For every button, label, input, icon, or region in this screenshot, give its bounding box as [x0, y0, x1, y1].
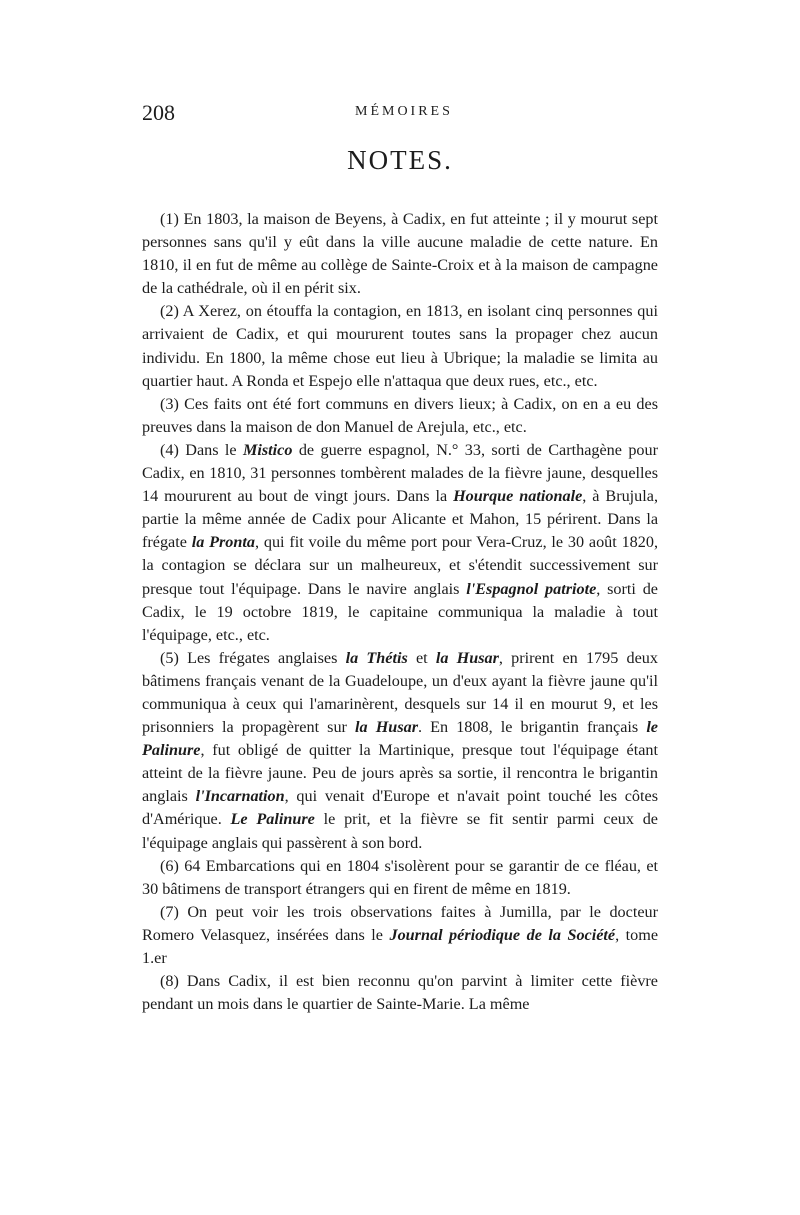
note-text: (3) Ces faits ont été fort communs en divers lieux; à Cadix, on en a eu des preuves dans la maison de don Manuel de Arejula, etc., etc.: [142, 394, 658, 436]
note-paragraph: [142, 393, 658, 439]
notes-list: [142, 208, 658, 1016]
note-paragraph: [142, 855, 658, 901]
note-italic-text: la Pronta: [191, 533, 255, 552]
note-text: et: [407, 648, 436, 667]
page-number: 208: [142, 100, 175, 125]
note-italic-text: la Thétis: [345, 648, 408, 667]
note-italic-text: l'Espagnol patriote: [466, 579, 597, 598]
note-italic-text: Mistico: [242, 440, 293, 459]
note-text: , sorti de Cadix, le 19 octobre 1819, le capitaine communiqua la maladie à tout l'équipage, etc., etc.: [142, 579, 658, 644]
note-text: (6) 64 Embarcations qui en 1804 s'isolèrent pour se garantir de ce fléau, et 30 bâtimens de transport étrangers qui en firent de même en 1819.: [142, 856, 658, 898]
note-italic-text: l'Incarnation: [195, 787, 285, 806]
note-text: de guerre espagnol, N.° 33, sorti de Carthagène pour Cadix, en 1810, 31 personnes tombèrent malades de la fièvre jaune, desquelles 14 moururent au bout de vingt jours. Dans la: [142, 440, 658, 506]
note-paragraph: [142, 300, 658, 392]
note-text: (2) A Xerez, on étouffa la contagion, en 1813, en isolant cinq personnes qui arrivaient de Cadix, et qui moururent toutes sans la propager chez aucun individu. En 1800, la même chose eut lieu à Ubrique; la maladie se limita au quartier haut. A Ronda et Espejo elle n'attaqua que deux rues, etc., etc.: [142, 302, 658, 390]
note-text: , qui fit voile du même port pour Vera-Cruz, le 30 août 1820, la contagion se déclara sur un malheureux, et s'étendit successivement sur presque tout l'équipage. Dans le navire anglais: [142, 533, 658, 598]
note-text: (8) Dans Cadix, il est bien reconnu qu'on parvint à limiter cette fièvre pendant un mois dans le quartier de Sainte-Marie. La même: [142, 972, 658, 1014]
note-text: (7) On peut voir les trois observations faites à Jumilla, par le docteur Romero Velasquez, insérées dans le: [142, 902, 658, 944]
note-text: (4) Dans le: [160, 440, 243, 459]
note-italic-text: la Husar: [435, 648, 499, 667]
note-italic-text: Hourque nationale: [453, 487, 583, 506]
note-paragraph: [142, 901, 658, 970]
note-paragraph: [142, 970, 658, 1016]
note-text: (5) Les frégates anglaises: [160, 648, 346, 667]
note-text: le prit, et la fièvre se fit sentir parmi ceux de l'équipage anglais qui passèrent à son bord.: [142, 810, 658, 852]
note-text: (1) En 1803, la maison de Beyens, à Cadix, en fut atteinte ; il y mourut sept personnes sans qu'il y eût dans la ville aucune maladie de cette nature. En 1810, il en fut de même au collège de Sainte-Croix et à la maison de campagne de la cathédrale, où il en périt six.: [142, 210, 658, 298]
note-text: , fut obligé de quitter la Martinique, presque tout l'équipage étant atteint de la fièvre jaune. Peu de jours après sa sortie, il rencontra le brigantin anglais: [142, 741, 658, 806]
note-text: , à Brujula, partie la même année de Cadix pour Alicante et Mahon, 15 périrent. Dans la frégate: [142, 487, 658, 552]
note-text: , qui venait d'Europe et n'avait point touché les côtes d'Amérique.: [142, 787, 658, 829]
note-italic-text: Le Palinure: [230, 810, 315, 829]
note-text: , tome 1.er: [142, 925, 658, 967]
note-text: . En 1808, le brigantin français: [418, 718, 647, 737]
note-italic-text: la Husar: [355, 718, 419, 737]
note-italic-text: le Palinure: [142, 718, 658, 760]
note-paragraph: [142, 439, 658, 647]
note-text: , prirent en 1795 deux bâtimens français venant de la Guadeloupe, un d'eux ayant la fièvre jaune qu'il communiqua à ceux qui l'amarinèrent, desquels sur 14 il en mourut 9, et les prisonniers la propagèrent sur: [142, 648, 658, 737]
note-paragraph: [142, 647, 658, 855]
note-paragraph: [142, 208, 658, 300]
note-italic-text: Journal périodique de la Société: [389, 925, 616, 944]
section-title: NOTES.: [347, 145, 453, 175]
running-head: MÉMOIRES: [355, 104, 453, 119]
